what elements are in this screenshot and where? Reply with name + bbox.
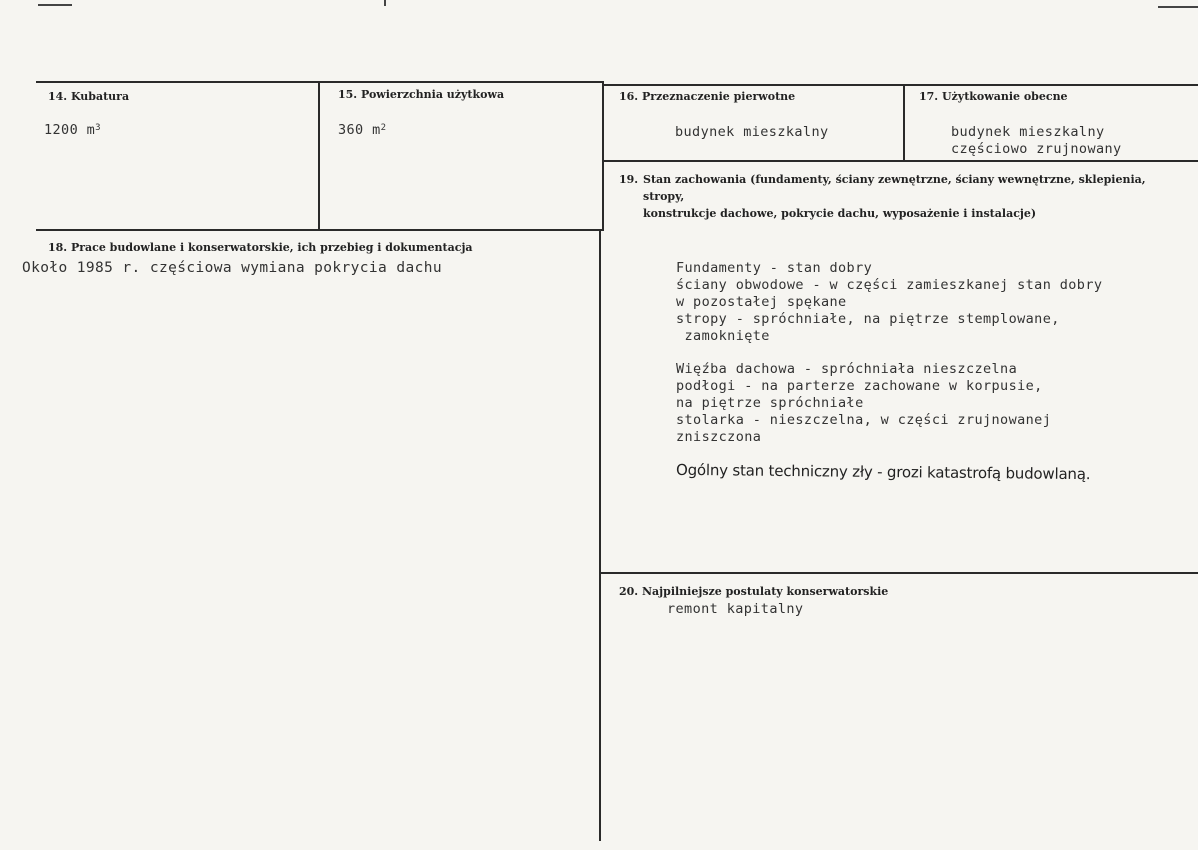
- field-19-label-line-1: Stan zachowania (fundamenty, ściany zewnętrzne, ściany wewnętrzne, sklepienia, stropy,: [643, 173, 1146, 203]
- rule-center-upper: [602, 81, 604, 231]
- field-19-line-4: stropy - spróchniałe, na piętrze stemplowane,: [676, 311, 1060, 327]
- field-19-line-6: Więźba dachowa - spróchniała nieszczelna: [676, 361, 1018, 377]
- field-19-line-7: podłogi - na parterze zachowane w korpusie,: [676, 378, 1043, 394]
- field-16-value: budynek mieszkalny: [675, 124, 829, 140]
- field-15-exponent: 2: [380, 123, 387, 133]
- field-19-line-1: Fundamenty - stan dobry: [676, 260, 873, 276]
- field-17-label: 17. Użytkowanie obecne: [919, 90, 1068, 103]
- rule-under-19: [600, 572, 1198, 574]
- field-19-line-9: stolarka - nieszczelna, w części zrujnowanej: [676, 412, 1052, 428]
- field-14-number: 1200 m: [44, 122, 96, 138]
- field-19-line-3: w pozostałej spękane: [676, 294, 847, 310]
- rule-between-14-15: [318, 81, 320, 229]
- field-20-value: remont kapitalny: [667, 601, 804, 617]
- field-19-number: 19.: [619, 173, 639, 186]
- field-19-line-5: zamoknięte: [676, 328, 770, 344]
- field-18-value: Około 1985 r. częściowa wymiana pokrycia dachu: [22, 260, 442, 276]
- field-18-label: 18. Prace budowlane i konserwatorskie, ich przebieg i dokumentacja: [48, 241, 473, 254]
- top-edge-mark-center: [384, 0, 386, 6]
- rule-under-16-17: [603, 160, 1198, 162]
- top-edge-mark-right: [1158, 6, 1198, 8]
- rule-under-14-15: [36, 229, 603, 231]
- rule-top-right: [603, 84, 1198, 86]
- field-19-label: [619, 171, 1179, 222]
- field-19-line-8: na piętrze spróchniałe: [676, 395, 864, 411]
- rule-center-lower: [599, 229, 601, 841]
- rule-between-16-17: [903, 84, 905, 160]
- field-14-exponent: 3: [95, 123, 101, 133]
- field-17-line-2: częściowo zrujnowany: [951, 141, 1122, 157]
- field-14-value: [44, 122, 101, 138]
- field-19-handwritten-note: Ogólny stan techniczny zły - grozi katastrofą budowlaną.: [675, 460, 1091, 484]
- top-edge-mark-left: [38, 4, 72, 6]
- field-19-label-line-2: konstrukcje dachowe, pokrycie dachu, wyposażenie i instalacje): [643, 207, 1037, 220]
- field-15-value: [338, 122, 386, 138]
- field-15-label: 15. Powierzchnia użytkowa: [338, 88, 505, 101]
- field-14-label: 14. Kubatura: [48, 90, 130, 103]
- field-16-label: 16. Przeznaczenie pierwotne: [619, 90, 796, 103]
- field-20-label: 20. Najpilniejsze postulaty konserwatorskie: [619, 585, 889, 598]
- field-19-line-10: zniszczona: [676, 429, 762, 445]
- field-17-line-1: budynek mieszkalny: [951, 124, 1105, 140]
- field-15-number: 360 m: [338, 122, 381, 138]
- field-19-line-2: ściany obwodowe - w części zamieszkanej stan dobry: [676, 277, 1103, 293]
